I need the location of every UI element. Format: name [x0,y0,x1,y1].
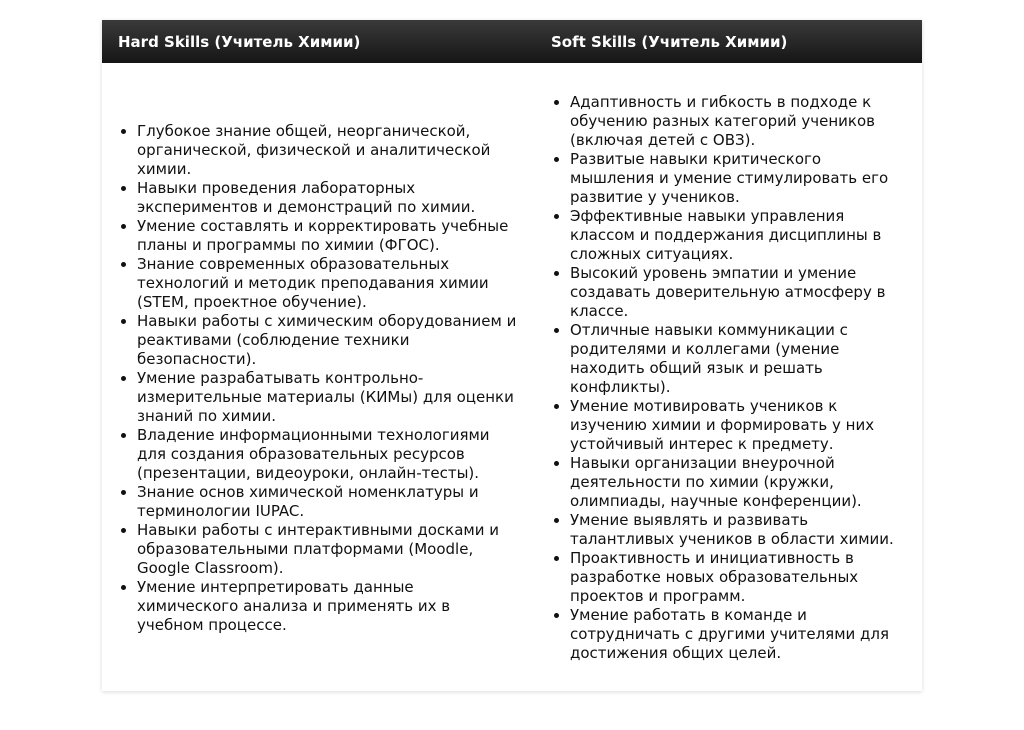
soft-skills-cell [535,63,922,691]
list-item: • Проактивность и инициативность в разработке новых образовательных проектов и программ. [570,549,908,606]
soft-skills-header: Soft Skills (Учитель Химии) [535,20,922,63]
skills-table [102,20,922,691]
list-item: • Умение интерпретировать данные химического анализа и применять их в учебном процессе. [137,578,517,635]
list-item: • Умение мотивировать учеников к изучению химии и формировать у них устойчивый интерес к предмету. [570,397,908,454]
list-item: • Умение работать в команде и сотрудничать с другими учителями для достижения общих целей. [570,606,908,663]
list-item: • Навыки организации внеурочной деятельности по химии (кружки, олимпиады, научные конференции). [570,454,908,511]
list-item: • Навыки работы с интерактивными досками и образовательными платформами (Moodle, Google Classroom). [137,521,517,578]
list-item: • Знание современных образовательных технологий и методик преподавания химии (STEM, проектное обучение). [137,255,517,312]
list-item: • Умение выявлять и развивать талантливых учеников в области химии. [570,511,908,549]
list-item: • Развитые навыки критического мышления и умение стимулировать его развитие у учеников. [570,150,908,207]
header-row [102,20,922,63]
list-item: • Глубокое знание общей, неорганической, органической, физической и аналитической химии. [137,122,517,179]
list-item: • Отличные навыки коммуникации с родителями и коллегами (умение находить общий язык и решать конфликты). [570,321,908,397]
list-item: • Высокий уровень эмпатии и умение создавать доверительную атмосферу в классе. [570,264,908,321]
list-item: • Навыки работы с химическим оборудованием и реактивами (соблюдение техники безопасности). [137,312,517,369]
list-item: • Навыки проведения лабораторных экспериментов и демонстраций по химии. [137,179,517,217]
list-item: • Знание основ химической номенклатуры и терминологии IUPAC. [137,483,517,521]
list-item: • Умение разрабатывать контрольно-измерительные материалы (КИМы) для оценки знаний по химии. [137,369,517,426]
soft-skills-list [551,93,908,663]
table-row [102,63,922,691]
hard-skills-cell [102,63,535,691]
list-item: • Адаптивность и гибкость в подходе к обучению разных категорий учеников (включая детей с ОВЗ). [570,93,908,150]
list-item: • Владение информационными технологиями для создания образовательных ресурсов (презентации, видеоуроки, онлайн-тесты). [137,426,517,483]
list-item: • Умение составлять и корректировать учебные планы и программы по химии (ФГОС). [137,217,517,255]
hard-skills-list [118,122,517,635]
list-item: • Эффективные навыки управления классом и поддержания дисциплины в сложных ситуациях. [570,207,908,264]
hard-skills-header: Hard Skills (Учитель Химии) [102,20,535,63]
